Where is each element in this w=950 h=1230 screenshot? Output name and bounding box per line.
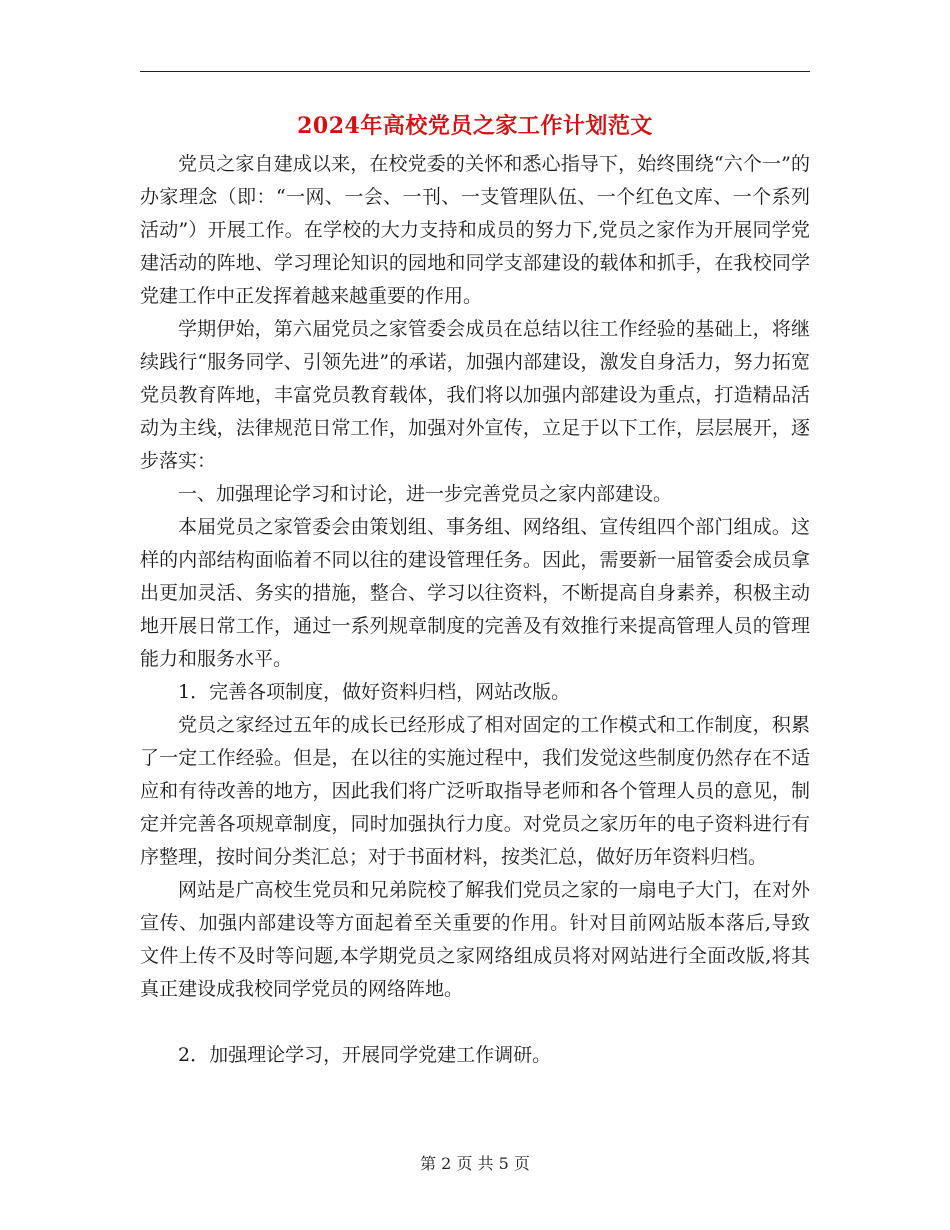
- document-title: 2024年高校党员之家工作计划范文: [297, 113, 653, 139]
- paragraph-5: 网站是广高校生党员和兄弟院校了解我们党员之家的一扇电子大门，在对外宣传、加强内部建设等方面起着至关重要的作用。针对目前网站版本落后,导致文件上传不及时等问题,本学期党员之家网络组成员将对网站进行全面改版,将其真正建设成我校同学党员的网络阵地。: [140, 879, 810, 1000]
- page-number: 第 2 页 共 5 页: [420, 1154, 530, 1173]
- subheading-1: 1．完善各项制度，做好资料归档，网站改版。: [178, 681, 571, 703]
- paragraph-1: 党员之家自建成以来，在校党委的关怀和悉心指导下，始终围绕“六个一”的办家理念（即：“一网、一会、一刊、一支管理队伍、一个红色文库、一个系列活动”）开展工作。在学校的大力支持和成员的努力下,党员之家作为开展同学党建活动的阵地、学习理论知识的园地和同学支部建设的载体和抓手，在我校同学党建工作中正发挥着越来越重要的作用。: [140, 153, 810, 307]
- paragraph-4: 党员之家经过五年的成长已经形成了相对固定的工作模式和工作制度，积累了一定工作经验。但是，在以往的实施过程中，我们发觉这些制度仍然存在不适应和有待改善的地方，因此我们将广泛听取指导老师和各个管理人员的意见，制定并完善各项规章制度，同时加强执行力度。对党员之家历年的电子资料进行有序整理，按时间分类汇总；对于书面材料，按类汇总，做好历年资料归档。: [140, 714, 810, 868]
- document-body: [140, 148, 810, 1072]
- header-rule: [140, 71, 810, 72]
- paragraph-3: 本届党员之家管委会由策划组、事务组、网络组、宣传组四个部门组成。这样的内部结构面临着不同以往的建设管理任务。因此，需要新一届管委会成员拿出更加灵活、务实的措施，整合、学习以往资料，不断提高自身素养，积极主动地开展日常工作，通过一系列规章制度的完善及有效推行来提高管理人员的管理能力和服务水平。: [140, 516, 810, 670]
- section-heading-1: 一、加强理论学习和讨论，进一步完善党员之家内部建设。: [178, 483, 673, 505]
- subheading-2: 2．加强理论学习，开展同学党建工作调研。: [178, 1044, 552, 1066]
- paragraph-2: 学期伊始，第六届党员之家管委会成员在总结以往工作经验的基础上，将继续践行“服务同学、引领先进”的承诺，加强内部建设，激发自身活力，努力拓宽党员教育阵地，丰富党员教育载体，我们将以加强内部建设为重点，打造精品活动为主线，法律规范日常工作，加强对外宣传，立足于以下工作，层层展开，逐步落实：: [140, 318, 810, 472]
